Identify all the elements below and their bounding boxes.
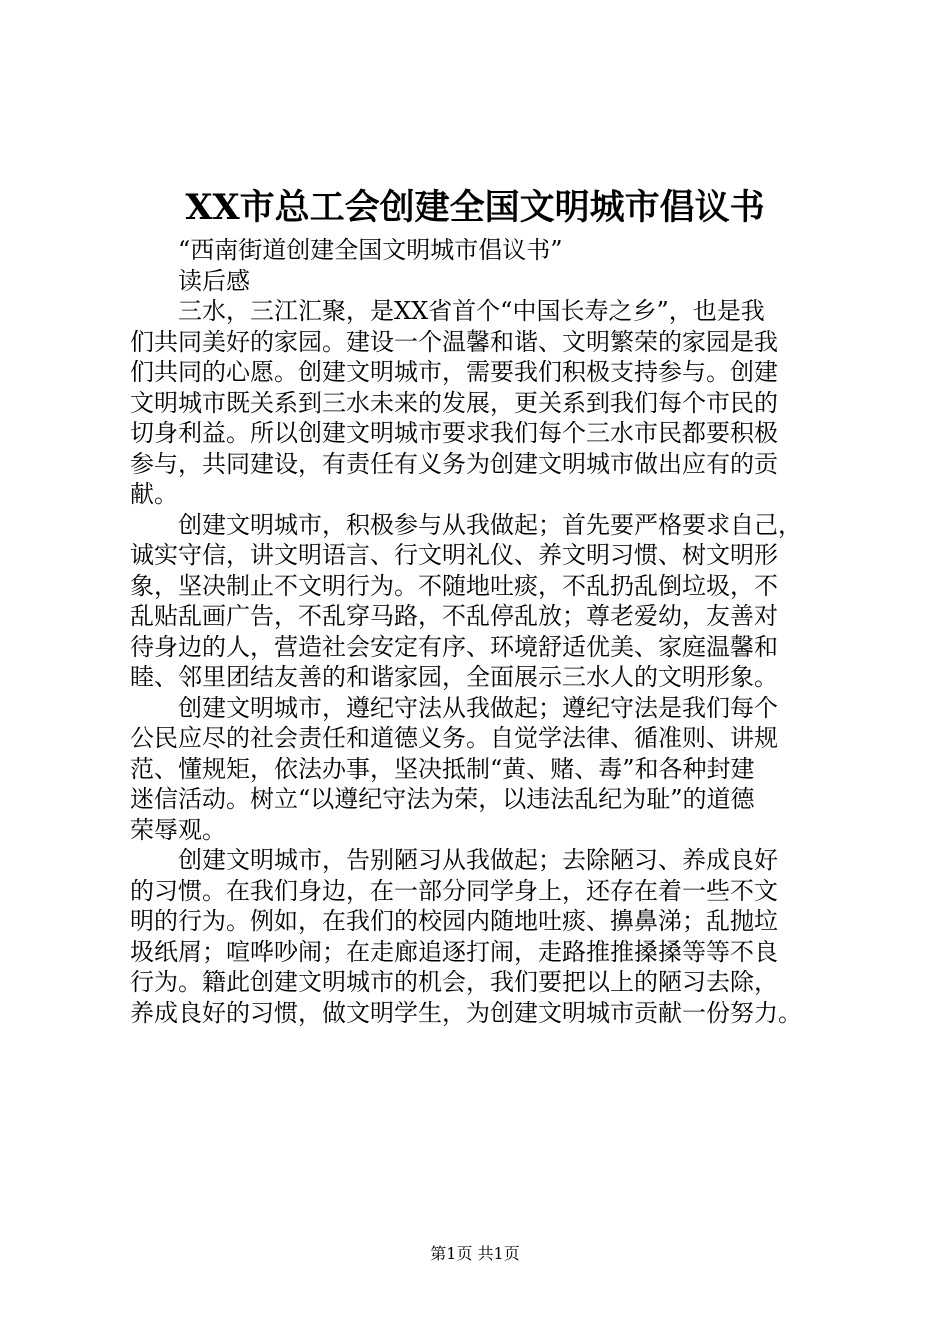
text-line: 公民应尽的社会责任和道德义务。自觉学法律、循准则、讲规: [130, 724, 778, 752]
text-line: 创建文明城市，告别陋习从我做起；去除陋习、养成良好: [178, 846, 778, 874]
document-title: XX市总工会创建全国文明城市倡议书: [185, 187, 765, 228]
text-line: 圾纸屑；喧哗吵闹；在走廊追逐打闹，走路推推搡搡等等不良: [130, 937, 778, 966]
text-line: 创建文明城市，遵纪守法从我做起；遵纪守法是我们每个: [178, 693, 778, 722]
page-footer: 第1页 共1页: [430, 1244, 520, 1263]
text-line: 的习惯。在我们身边，在一部分同学身上，还存在着一些不文: [130, 876, 778, 905]
text-line: 创建文明城市，积极参与从我做起；首先要严格要求自己，: [178, 510, 802, 539]
text-line: 睦、邻里团结友善的和谐家园，全面展示三水人的文明形象。: [130, 663, 778, 691]
text-line: 文明城市既关系到三水未来的发展，更关系到我们每个市民的: [130, 388, 778, 417]
text-line: 诚实守信，讲文明语言、行文明礼仪、养文明习惯、树文明形: [130, 541, 778, 569]
text-line: 三水，三江汇聚，是XX省首个“中国长寿之乡”，也是我: [178, 297, 765, 325]
text-line: 们共同美好的家园。建设一个温馨和谐、文明繁荣的家园是我: [130, 327, 778, 356]
text-line: 荣辱观。: [130, 815, 226, 844]
text-line: 迷信活动。树立“以遵纪守法为荣，以违法乱纪为耻”的道德: [130, 785, 755, 813]
text-line: 读后感: [178, 266, 250, 295]
document-body: [130, 235, 840, 1028]
text-line: “西南街道创建全国文明城市倡议书”: [178, 236, 563, 264]
text-line: 行为。籍此创建文明城市的机会，我们要把以上的陋习去除，: [130, 968, 778, 996]
text-line: 养成良好的习惯，做文明学生，为创建文明城市贡献一份努力。: [130, 998, 802, 1027]
text-line: 参与，共同建设，有责任有义务为创建文明城市做出应有的贡: [130, 449, 778, 478]
text-line: 切身利益。所以创建文明城市要求我们每个三水市民都要积极: [130, 419, 778, 447]
text-line: 范、懂规矩，依法办事，坚决抵制“黄、赌、毒”和各种封建: [130, 754, 755, 783]
text-line: 们共同的心愿。创建文明城市，需要我们积极支持参与。创建: [130, 358, 778, 386]
text-line: 象，坚决制止不文明行为。不随地吐痰，不乱扔乱倒垃圾，不: [130, 571, 778, 600]
text-line: 明的行为。例如，在我们的校园内随地吐痰、擤鼻涕；乱抛垃: [130, 907, 778, 935]
text-line: 献。: [130, 480, 178, 508]
text-line: 待身边的人，营造社会安定有序、环境舒适优美、家庭温馨和: [130, 632, 778, 661]
text-line: 乱贴乱画广告，不乱穿马路，不乱停乱放；尊老爱幼，友善对: [130, 602, 778, 630]
